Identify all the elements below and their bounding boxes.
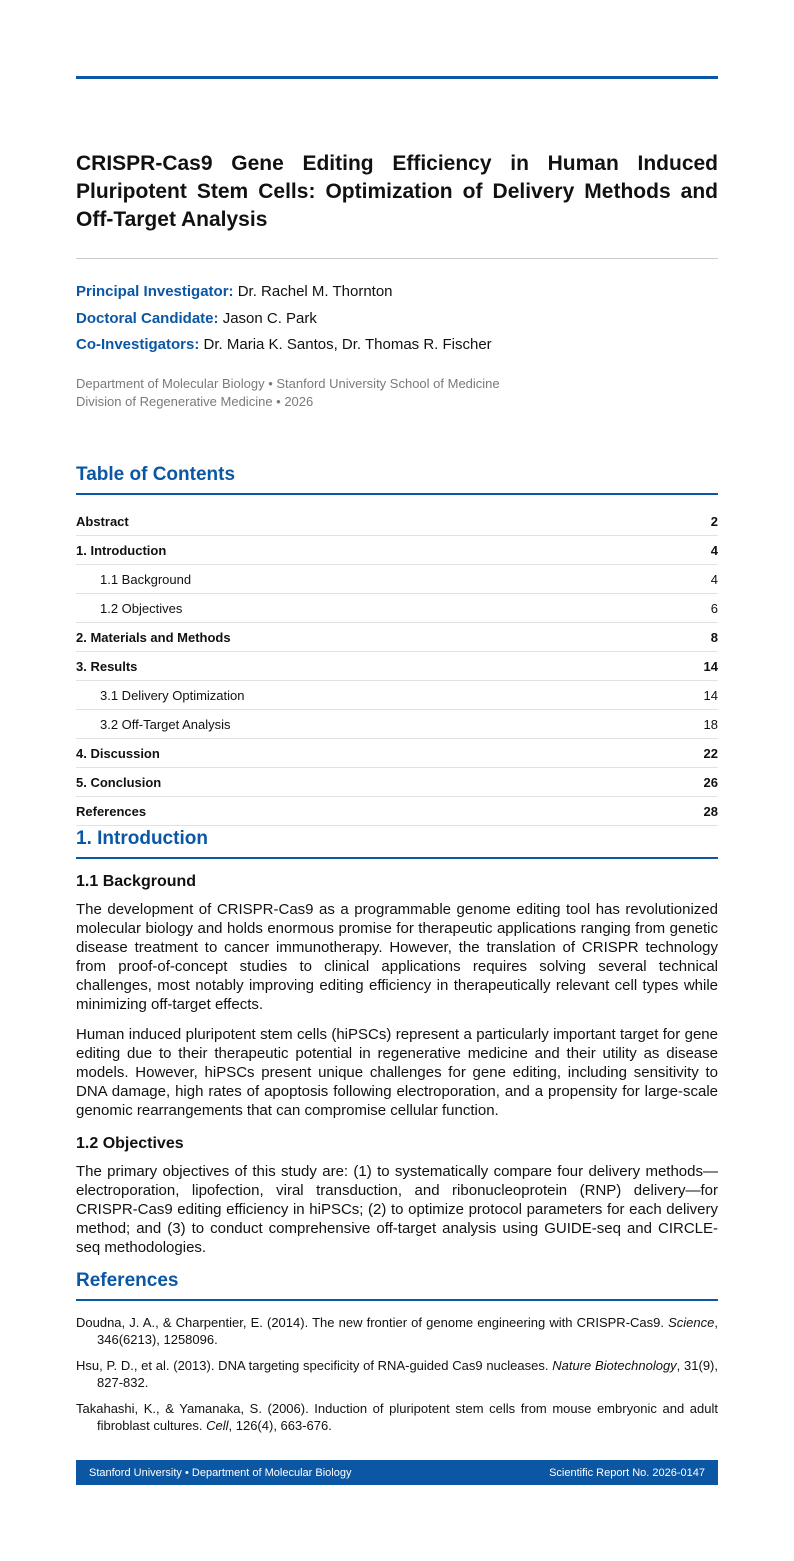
background-paragraph-2: Human induced pluripotent stem cells (hiPSCs) represent a particularly important target for gene editing due to their therapeutic potential in regenerative medicine and their utility as disease models. However, hiPSCs present unique challenges for gene editing, including sensitivity to DNA damage, high rates of apoptosis following electroporation, and a propensity for large-scale genomic rearrangements that can compromise cellular function. — [76, 1026, 718, 1119]
reference-text: Doudna, J. A., & Charpentier, E. (2014). The new frontier of genome engineering with CRISPR-Cas9. — [76, 1315, 669, 1330]
toc-entry[interactable] — [76, 710, 718, 739]
toc-entry-label: 5. Conclusion — [76, 774, 162, 790]
toc-entry-label: 2. Materials and Methods — [76, 629, 231, 645]
reference-text: Takahashi, K., & Yamanaka, S. (2006). Induction of pluripotent stem cells from mouse embryonic and adult fibroblast cultures. — [76, 1401, 718, 1433]
toc-entry-page: 18 — [703, 716, 718, 732]
references-heading: References — [76, 1269, 718, 1301]
candidate-label: Doctoral Candidate: — [76, 309, 219, 327]
toc-entry-page: 6 — [710, 600, 718, 616]
toc-entry[interactable] — [76, 507, 718, 536]
pi-value: Dr. Rachel M. Thornton — [237, 283, 393, 300]
toc-entry[interactable] — [76, 681, 718, 710]
table-of-contents — [76, 507, 718, 826]
reference-item — [76, 1400, 718, 1434]
affiliation — [76, 375, 718, 411]
toc-heading: Table of Contents — [76, 463, 718, 495]
toc-entry-page: 26 — [703, 774, 718, 790]
introduction-heading: 1. Introduction — [76, 827, 718, 859]
toc-entry-page: 8 — [710, 629, 718, 645]
toc-entry-label: 1. Introduction — [76, 542, 167, 558]
toc-entry-label: 3. Results — [76, 658, 138, 674]
toc-entry[interactable] — [76, 797, 718, 826]
toc-entry-page: 4 — [710, 542, 718, 558]
reference-item — [76, 1314, 718, 1348]
toc-entry-label: 3.1 Delivery Optimization — [100, 687, 245, 703]
references-list — [76, 1314, 718, 1443]
objectives-paragraph: The primary objectives of this study are: (1) to systematically compare four delivery methods—electroporation, lipofection, viral transduction, and ribonucleoprotein (RNP) delivery—for CRISPR-Cas9 editing efficiency in hiPSCs; (2) to optimize protocol parameters for each delivery method; and (3) to conduct comprehensive off-target analysis using GUIDE-seq and CIRCLE-seq methodologies. — [76, 1163, 718, 1256]
toc-entry-label: 3.2 Off-Target Analysis — [100, 716, 231, 732]
reference-journal: Science — [668, 1315, 715, 1330]
affiliation-line-1: Department of Molecular Biology • Stanford University School of Medicine — [76, 376, 500, 391]
toc-entry[interactable] — [76, 768, 718, 797]
background-heading: 1.1 Background — [76, 873, 197, 890]
toc-entry-label: 1.1 Background — [100, 571, 192, 587]
reference-text: Hsu, P. D., et al. (2013). DNA targeting specificity of RNA-guided Cas9 nucleases. — [76, 1358, 553, 1373]
reference-journal: Nature Biotechnology — [552, 1358, 677, 1373]
reference-item — [76, 1357, 718, 1391]
toc-entry-label: References — [76, 803, 147, 819]
reference-details: , 346(6213), 1258096. — [97, 1315, 718, 1347]
toc-entry-page: 14 — [703, 687, 718, 703]
top-rule — [76, 76, 718, 79]
toc-entry-page: 28 — [703, 803, 718, 819]
toc-entry-label: 4. Discussion — [76, 745, 160, 761]
report-title: CRISPR-Cas9 Gene Editing Efficiency in Human Induced Pluripotent Stem Cells: Optimization of Delivery Methods and Off-Target Analysis — [76, 152, 718, 231]
people-block — [76, 282, 718, 362]
toc-entry-label: Abstract — [76, 513, 129, 529]
pi-row — [76, 282, 718, 309]
candidate-value: Jason C. Park — [222, 309, 317, 327]
reference-journal: Cell — [206, 1418, 229, 1433]
toc-entry[interactable] — [76, 623, 718, 652]
toc-entry-label: 1.2 Objectives — [100, 600, 183, 616]
title-divider — [76, 258, 718, 259]
toc-entry[interactable] — [76, 594, 718, 623]
page-footer — [76, 1460, 718, 1485]
footer-right: Scientific Report No. 2026-0147 — [549, 1466, 705, 1479]
objectives-heading: 1.2 Objectives — [76, 1135, 184, 1152]
footer-left: Stanford University • Department of Molecular Biology — [89, 1466, 352, 1479]
toc-entry-page: 14 — [703, 658, 718, 674]
pi-label: Principal Investigator: — [76, 283, 234, 300]
reference-details: , 31(9), 827-832. — [97, 1358, 718, 1390]
co-investigators-value: Dr. Maria K. Santos, Dr. Thomas R. Fischer — [203, 336, 492, 353]
affiliation-line-2: Division of Regenerative Medicine • 2026 — [76, 394, 314, 409]
toc-entry[interactable] — [76, 652, 718, 681]
reference-details: , 126(4), 663-676. — [228, 1418, 332, 1433]
toc-entry[interactable] — [76, 536, 718, 565]
co-investigators-row — [76, 335, 718, 362]
toc-entry-page: 22 — [703, 745, 718, 761]
background-paragraph-1: The development of CRISPR-Cas9 as a programmable genome editing tool has revolutionized molecular biology and holds enormous promise for therapeutic applications ranging from genetic disease treatment to cancer immunotherapy. However, the translation of CRISPR technology from proof-of-concept studies to clinical applications requires solving several technical challenges, most notably improving editing efficiency in therapeutically relevant cell types while minimizing off-target effects. — [76, 901, 718, 1013]
toc-entry-page: 4 — [710, 571, 718, 587]
co-investigators-label: Co-Investigators: — [76, 336, 200, 353]
toc-entry[interactable] — [76, 739, 718, 768]
candidate-row — [76, 309, 718, 336]
toc-entry[interactable] — [76, 565, 718, 594]
toc-entry-page: 2 — [710, 513, 718, 529]
